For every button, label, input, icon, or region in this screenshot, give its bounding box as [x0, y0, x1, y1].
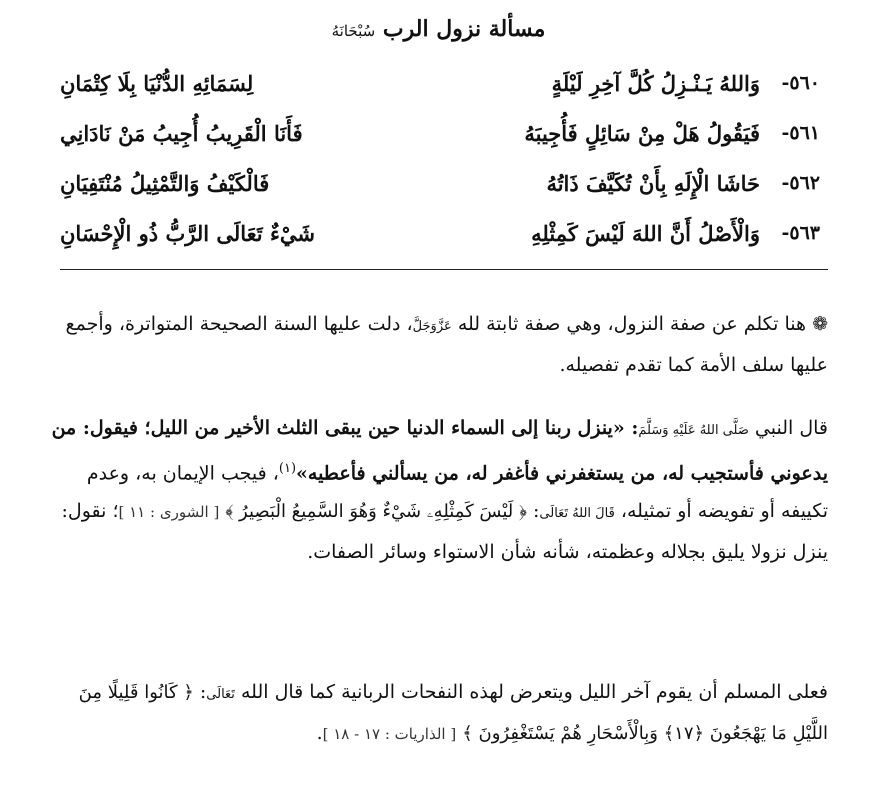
- para2-text-c: ؛ نقول: ينزل نزولا يليق بجلاله وعظمته، شأنه شأن الاستواء وسائر الصفات.: [61, 500, 828, 564]
- poem-verse: [60, 208, 820, 258]
- verse-second-hemistich: فَالْكَيْفُ وَالتَّمْثِيلُ مُنْتَفِيَانِ: [60, 170, 270, 196]
- verse-first-hemistich: وَاللهُ يَـنْـزِلُ كُلَّ آخِرِ لَيْلَةٍ: [551, 70, 760, 96]
- para3-text-a: فعلى المسلم أن يقوم آخر الليل ويتعرض لهذه النفحات الربانية كما قال الله: [240, 681, 828, 703]
- verse-second-hemistich: شَيْءٌ تَعَالَى الرَّبُّ ذُو الْإِحْسَانِ: [60, 220, 315, 246]
- honorific: تَعَالَى: [206, 687, 235, 702]
- verse-number: ٥٦٠-: [781, 72, 820, 94]
- paragraph-intro: [50, 305, 828, 384]
- verse-number: ٥٦٣-: [781, 222, 820, 244]
- colon: :: [533, 500, 540, 523]
- quran-verse: ﴿ لَيْسَ كَمِثْلِهِۦ شَيْءٌ وَهُوَ السَّمِيعُ الْبَصِيرُ ﴾: [225, 501, 527, 523]
- poem-verse: [60, 108, 820, 158]
- para1-text-a: ❁ هنا تكلم عن صفة النزول، وهي صفة ثابتة لله: [457, 313, 828, 335]
- verse-second-hemistich: فَأَنَا الْقَرِيبُ أُجِيبُ مَنْ نَادَانِي: [60, 120, 303, 146]
- verse-first-hemistich: فَيَقُولُ هَلْ مِنْ سَائِلٍ فَأُجِيبَهُ: [524, 120, 760, 146]
- paragraph-closing: [50, 673, 828, 753]
- honorific: عَزَّوَجَلَّ: [412, 319, 452, 334]
- section-title: [0, 12, 877, 48]
- salawat: صَلَّى اللهُ عَلَيْهِ وَسَلَّمَ: [638, 423, 749, 438]
- verse-reference: [ الذاريات : ١٧ - ١٨ ]: [322, 725, 457, 743]
- footnote-marker[interactable]: (١): [278, 461, 297, 476]
- verse-reference: [ الشورى : ١١ ]: [118, 503, 220, 522]
- paragraph-hadith: [50, 409, 828, 571]
- poem-block: [60, 58, 820, 258]
- period: .: [316, 722, 323, 744]
- title-honorific: سُبْحَانَهُ: [331, 22, 376, 40]
- colon: :: [199, 681, 207, 703]
- quran-verse: ﴿ كَانُوا قَلِيلًا مِنَ اللَّيْلِ مَا يَهْجَعُونَ ﴿١٧﴾ وَبِالْأَسْحَارِ هُمْ يَسْتَغْفِرُونَ ﴾: [78, 682, 828, 744]
- verse-number: ٥٦١-: [781, 122, 820, 144]
- verse-number: ٥٦٢-: [781, 172, 820, 194]
- para2-text-a: قال النبي: [754, 417, 828, 439]
- hadith-quote: : «ينزل ربنا إلى السماء الدنيا حين يبقى الثلث الأخير من الليل؛ فيقول: من يدعوني فأستجيب له، من يستغفرني فأغفر له، من يسألني فأعطيه»: [51, 417, 828, 485]
- poem-verse: [60, 158, 820, 208]
- poem-verse: [60, 58, 820, 108]
- section-divider: [60, 269, 828, 270]
- verse-first-hemistich: وَالْأَصْلُ أَنَّ اللهَ لَيْسَ كَمِثْلِهِ: [531, 220, 760, 246]
- verse-second-hemistich: لِسَمَائِهِ الدُّنْيَا بِلَا كِتْمَانِ: [60, 70, 254, 96]
- title-text: مسألة نزول الرب: [382, 16, 546, 42]
- verse-first-hemistich: حَاشَا الْإِلَهِ بِأَنْ تُكَيَّفَ ذَاتُهُ: [546, 170, 760, 196]
- para1-text-b: ، دلت عليها السنة الصحيحة المتواترة، وأجمع عليها سلف الأمة كما تقدم تفصيله.: [65, 313, 828, 376]
- qal-allah: قَالَ اللهُ تَعَالَى: [539, 506, 615, 522]
- para2-text-b: ، فيجب الإيمان به، وعدم تكييفه أو تفويضه أو تمثيله،: [86, 462, 828, 523]
